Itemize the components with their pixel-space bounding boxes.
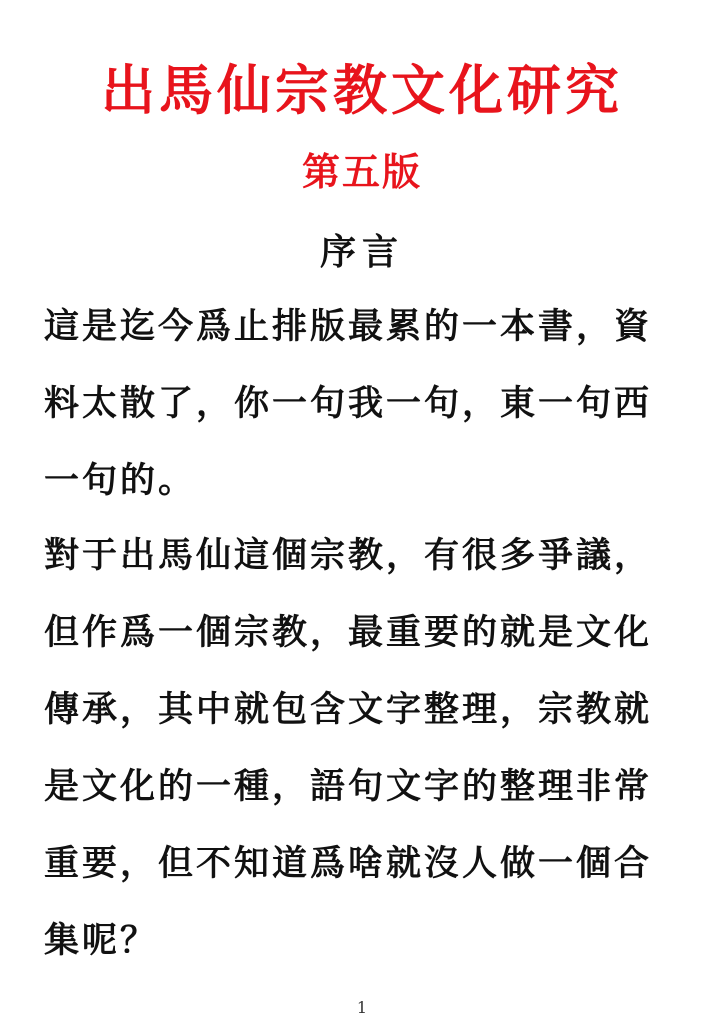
paragraph-2: 對于出馬仙這個宗教，有很多爭議，但作爲一個宗教，最重要的就是文化傳承，其中就包含文字整理，宗教就是文化的一種，語句文字的整理非常重要，但不知道爲啥就沒人做一個合集呢？ (44, 535, 653, 961)
preface-heading: 序言 (319, 231, 404, 273)
paragraph-1: 這是迄今爲止排版最累的一本書，資料太散了，你一句我一句，東一句西一句的。 (44, 306, 653, 501)
edition-subtitle: 第五版 (301, 149, 422, 194)
page-number: 1 (356, 998, 368, 1017)
book-title: 出馬仙宗教文化研究 (101, 58, 623, 122)
